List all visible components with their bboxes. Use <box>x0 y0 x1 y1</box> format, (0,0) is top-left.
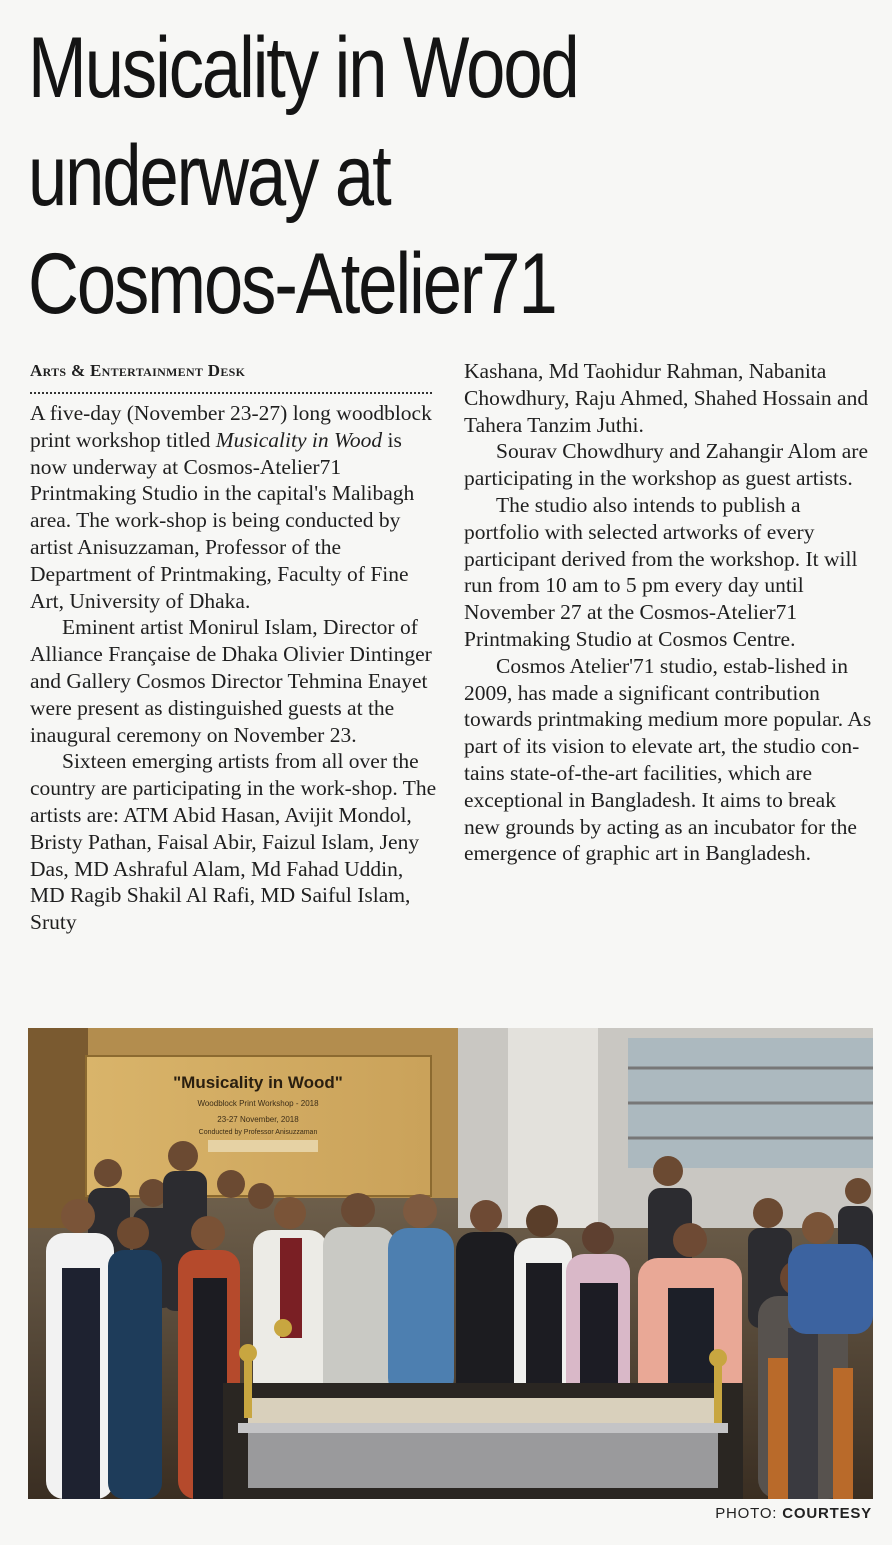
banner-subtitle: Woodblock Print Workshop - 2018 <box>197 1099 319 1108</box>
byline-divider <box>30 392 432 400</box>
workshop-banner <box>86 1056 431 1196</box>
article-column-right <box>464 358 876 867</box>
photo-credit-value: COURTESY <box>782 1505 872 1522</box>
photo-credit <box>715 1505 872 1522</box>
headline-line-1: Musicality in Wood <box>28 20 578 116</box>
paragraph-artists-cont: Kashana, Md Taohidur Rahman, Nabanita Chowdhury, Raju Ahmed, Shahed Hossain and Tahera Tanzim Juthi. <box>464 359 869 437</box>
paragraph-artists: Sixteen emerging artists from all over the country are participating in the work-shop. The artists are: ATM Abid Hasan, Avijit Mondol, Bristy Pathan, Faisal Abir, Faizul Islam, Jeny Das, MD Ashraful Alam, Md Fahad Uddin, MD Ragib Shakil Al Rafi, MD Saiful Islam, Sruty <box>30 749 437 935</box>
group-photo-illustration <box>28 1028 873 1499</box>
byline: Arts & Entertainment Desk <box>30 361 246 380</box>
paragraph-guest-artists: Sourav Chowdhury and Zahangir Alom are participating in the workshop as guest artists. <box>464 439 868 491</box>
banner-dates: 23-27 November, 2018 <box>217 1115 299 1124</box>
banner-conducted: Conducted by Professor Anisuzzaman <box>198 1129 318 1136</box>
paragraph-portfolio: The studio also intends to publish a portfolio with selected artworks of every participant derived from the workshop. It will run from 10 am to 5 pm every day until November 27 at the Cosmos-Atelier71 Printmaking Studio at Cosmos Centre. <box>464 492 858 651</box>
paragraph-intro: A five-day (November 23-27) long woodblock print workshop titled Musicality in Wood is now underway at Cosmos-Atelier71 Printmaking Studio in the capital's Malibagh area. The work-shop is being conducted by artist Anisuzzaman, Professor of the Department of Printmaking, Faculty of Fine Art, University of Dhaka. <box>30 401 432 613</box>
paragraph-guests: Eminent artist Monirul Islam, Director of Alliance Française de Dhaka Olivier Dintinger and Gallery Cosmos Director Tehmina Enayet were present as distinguished guests at the inaugural ceremony on November 23. <box>30 615 432 747</box>
paragraph-studio: Cosmos Atelier'71 studio, estab-lished in 2009, has made a significant contribution towards printmaking medium more popular. As part of its vision to elevate art, the studio con-tains state-of-the-art facilities, which are exceptional in Bangladesh. It aims to break new grounds by acting as an incubator for the emergence of graphic art in Bangladesh. <box>464 653 872 866</box>
group-photo <box>28 1028 873 1499</box>
article-column-left <box>30 358 440 936</box>
workshop-title: Musicality in Wood <box>215 427 383 452</box>
headline <box>28 14 725 338</box>
headline-line-2: underway at <box>28 128 390 224</box>
photo-credit-label: PHOTO: <box>715 1505 778 1522</box>
headline-line-3: Cosmos-Atelier71 <box>28 236 556 332</box>
banner-title: "Musicality in Wood" <box>173 1073 343 1092</box>
